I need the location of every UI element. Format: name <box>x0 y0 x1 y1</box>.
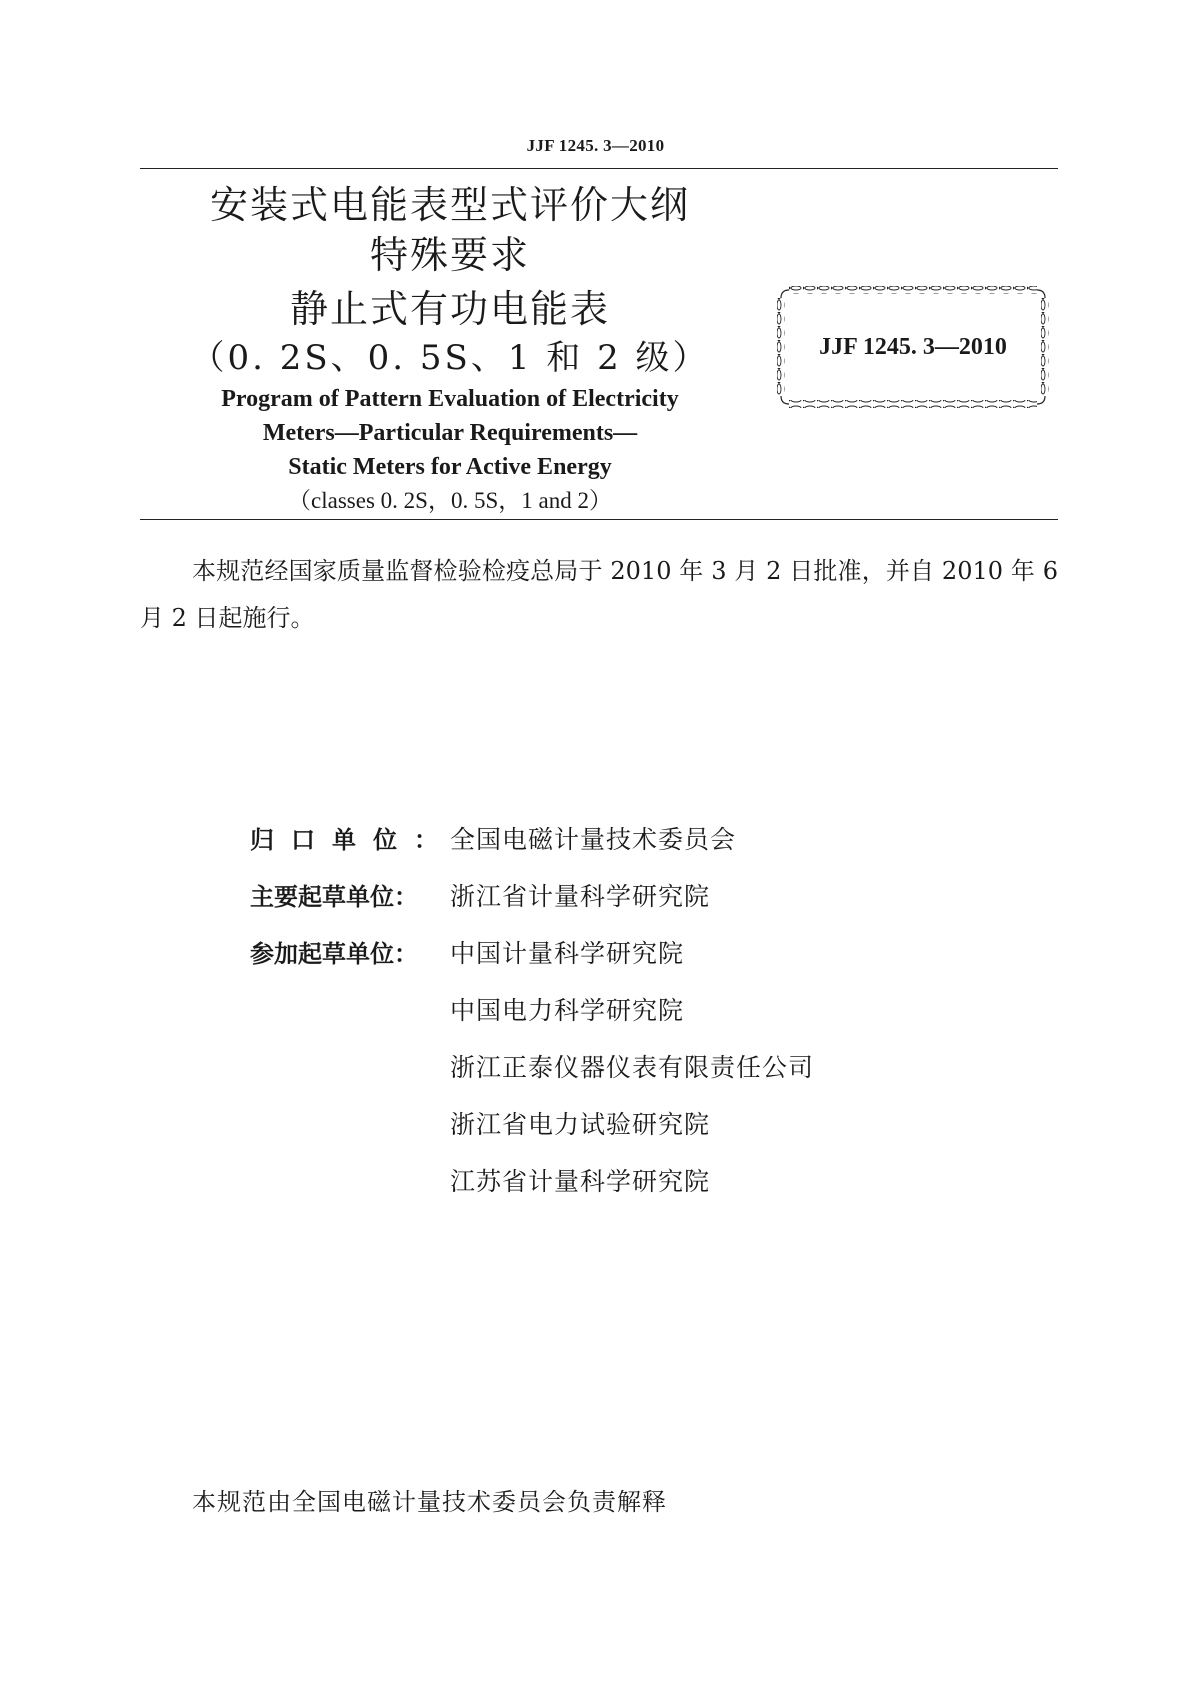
title-block <box>140 180 760 518</box>
main-drafter-value: 浙江省计量科学研究院 <box>450 882 711 911</box>
en-title-line-3: Static Meters for Active Energy <box>288 454 612 480</box>
zh-title-line-1: 安装式电能表型式评价大纲 <box>209 183 690 227</box>
header-standard-code: JJF 1245. 3—2010 <box>526 136 665 155</box>
standard-code-box <box>775 284 1051 410</box>
responsible-unit-label: 归口单位： <box>250 826 455 854</box>
participating-drafter-label: 参加起草单位： <box>250 940 418 968</box>
code-box-text: JJF 1245. 3—2010 <box>819 333 1007 360</box>
header-rule <box>140 168 1058 169</box>
title-bottom-rule <box>140 519 1058 520</box>
en-title-line-1: Program of Pattern Evaluation of Electricity <box>221 386 679 412</box>
en-title-line-2: Meters—Particular Requirements— <box>262 420 638 446</box>
zh-title-line-3: 静止式有功电能表 <box>289 287 610 331</box>
zh-title-line-2: 特殊要求 <box>369 233 530 277</box>
main-drafter-label: 主要起草单位： <box>250 883 418 911</box>
participating-drafter-value: 中国计量科学研究院 <box>450 939 685 968</box>
participating-drafter-value: 中国电力科学研究院 <box>450 996 685 1025</box>
participating-drafter-value: 浙江正泰仪器仪表有限责任公司 <box>450 1053 815 1082</box>
participating-drafter-value: 江苏省计量科学研究院 <box>450 1167 711 1196</box>
en-accuracy-classes: （classes 0. 2S，0. 5S，1 and 2） <box>288 488 612 513</box>
participating-drafter-value: 浙江省电力试验研究院 <box>450 1110 711 1139</box>
interpretation-statement: 本规范由全国电磁计量技术委员会负责解释 <box>192 1488 667 1516</box>
zh-accuracy-classes: （0. 2S、0. 5S、1 和 2 级） <box>190 338 710 378</box>
responsible-unit-value: 全国电磁计量技术委员会 <box>450 825 737 854</box>
approval-statement: 本规范经国家质量监督检验检疫总局于 2010 年 3 月 2 日批准，并自 2010 年 6 月 2 日起施行。 <box>140 557 1058 632</box>
